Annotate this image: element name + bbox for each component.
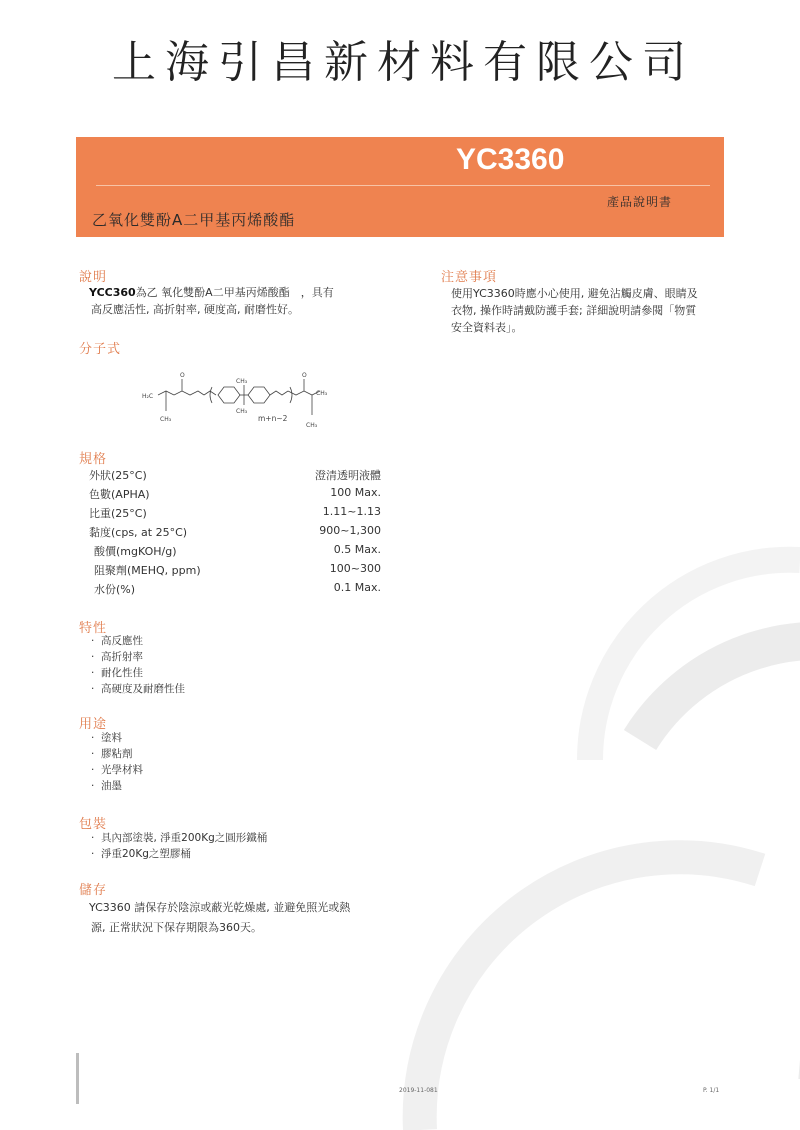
uses-list — [91, 730, 143, 794]
title-banner — [76, 137, 724, 237]
caution-text — [451, 285, 721, 336]
use-text: 膠粘劑 — [101, 748, 133, 760]
feature-text: 耐化性佳 — [101, 667, 143, 679]
spec-value: 澄清透明液體 — [315, 469, 381, 482]
packaging-text: 淨重20Kg之塑膠桶 — [101, 848, 191, 860]
footer-bar — [76, 1053, 79, 1104]
description-line-2: 高反應活性, 高折射率, 硬度高, 耐磨性好。 — [91, 303, 299, 316]
features-list — [91, 633, 185, 697]
spec-name: 水份(%) — [94, 583, 136, 596]
formula-bracket-left — [210, 387, 212, 403]
list-item: · 高硬度及耐磨性佳 — [91, 683, 185, 695]
formula-ring-1 — [218, 387, 240, 403]
formula-label-o2: O — [302, 372, 307, 379]
caution-heading: 注意事項 — [441, 270, 498, 285]
spec-name: 色數(APHA) — [89, 488, 150, 501]
spec-row — [89, 505, 389, 523]
formula-label-ch3-right: CH₃ — [316, 390, 328, 397]
list-item: · 油墨 — [91, 780, 122, 792]
features-heading: 特性 — [79, 621, 108, 636]
caution-line-1: 使用YC3360時應小心使用, 避免沾觸皮膚、眼睛及 — [451, 287, 698, 300]
packaging-list — [91, 830, 267, 862]
storage-heading: 儲存 — [79, 883, 108, 898]
spec-row — [89, 543, 389, 561]
caution-line-3: 安全資料表」。 — [451, 321, 523, 334]
spec-name: 阻聚劑(MEHQ, ppm) — [94, 564, 201, 577]
spec-value: 100~300 — [329, 562, 381, 575]
formula-label-ch3-bottom: CH₃ — [236, 408, 248, 415]
formula-label-mn: m+n~2 — [258, 414, 288, 423]
description-heading: 說明 — [79, 270, 108, 285]
storage-text — [89, 898, 389, 938]
company-name: 上海引昌新材料有限公司 — [112, 37, 695, 88]
list-item: · 高折射率 — [91, 651, 143, 663]
spec-row — [89, 562, 389, 580]
spec-value: 900~1,300 — [319, 524, 381, 537]
storage-line-2: 源, 正常狀況下保存期限為360天。 — [91, 921, 262, 934]
feature-text: 高反應性 — [101, 635, 143, 647]
structural-formula — [140, 365, 330, 435]
packaging-text: 具內部塗裝, 淨重200Kg之圓形鐵桶 — [101, 832, 268, 844]
spec-row — [89, 581, 389, 599]
feature-text: 高折射率 — [101, 651, 143, 663]
spec-value: 1.11~1.13 — [322, 505, 381, 518]
spec-row — [89, 524, 389, 542]
feature-text: 高硬度及耐磨性佳 — [101, 683, 185, 695]
spec-name: 黏度(cps, at 25°C) — [89, 526, 188, 539]
use-text: 塗料 — [101, 732, 122, 744]
packaging-heading: 包裝 — [79, 817, 108, 832]
document-type: 產品說明書 — [606, 195, 672, 209]
use-text: 油墨 — [101, 780, 122, 792]
list-item: · 耐化性佳 — [91, 667, 143, 679]
formula-label-ch3-top: CH₃ — [236, 378, 248, 385]
spec-name: 比重(25°C) — [89, 507, 147, 520]
spec-name: 外狀(25°C) — [89, 469, 147, 482]
list-item: · 具內部塗裝, 淨重200Kg之圓形鐵桶 — [91, 832, 268, 844]
chemical-name: 乙氧化雙酚A二甲基丙烯酸酯 — [92, 211, 296, 229]
storage-line-1: YC3360 請保存於陰涼或蔽光乾燥處, 並避免照光或熱 — [89, 901, 351, 914]
formula-bond-9 — [270, 391, 288, 395]
formula-label-ch3-left: CH₃ — [160, 416, 172, 423]
description-line-1-text: 為乙 氧化雙酚A二甲基丙烯酸酯 ，具有 — [135, 286, 334, 299]
footer-page-number: P. 1/1 — [703, 1087, 720, 1094]
description-code: YCC360 — [89, 286, 136, 299]
spec-value: 100 Max. — [330, 486, 381, 499]
formula-bond-3 — [174, 379, 182, 395]
use-text: 光學材料 — [101, 764, 143, 776]
list-item: · 高反應性 — [91, 635, 143, 647]
list-item: · 膠粘劑 — [91, 748, 133, 760]
spec-row — [89, 486, 389, 504]
caution-line-2: 衣物, 操作時請戴防護手套; 詳細說明請參閱「物質 — [451, 304, 697, 317]
product-code: YC3360 — [456, 143, 565, 176]
description-line-1 — [89, 284, 389, 301]
formula-bond-4 — [182, 391, 204, 395]
list-item: · 塗料 — [91, 732, 122, 744]
formula-label-ch3-right2: CH₃ — [306, 422, 318, 429]
spec-row — [89, 467, 389, 485]
formula-label-o1: O — [180, 372, 185, 379]
banner-divider — [96, 185, 710, 186]
formula-label-h2c: H₂C — [142, 393, 154, 400]
description-text — [89, 284, 389, 318]
spec-value: 0.5 Max. — [333, 543, 381, 556]
formula-ring-2 — [248, 387, 270, 403]
spec-name: 酸價(mgKOH/g) — [94, 545, 177, 558]
formula-heading: 分子式 — [79, 342, 122, 357]
list-item: · 淨重20Kg之塑膠桶 — [91, 848, 191, 860]
specs-heading: 規格 — [79, 452, 108, 467]
list-item: · 光學材料 — [91, 764, 143, 776]
spec-value: 0.1 Max. — [333, 581, 381, 594]
footer-date: 2019-11-081 — [399, 1087, 438, 1094]
uses-heading: 用途 — [79, 717, 108, 732]
formula-bracket-right — [290, 387, 292, 403]
